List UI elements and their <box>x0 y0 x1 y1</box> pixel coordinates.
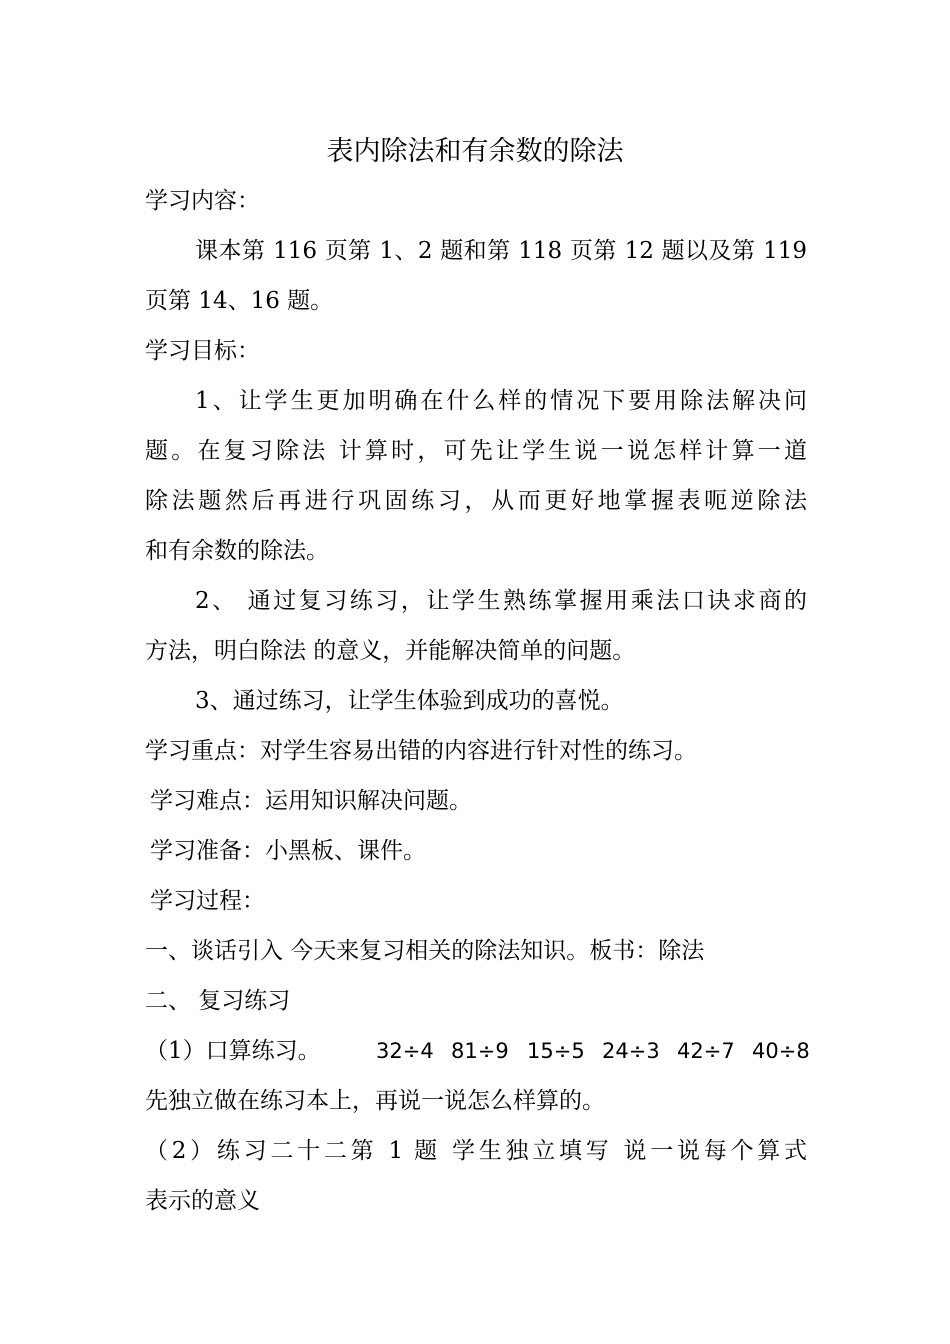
step-2-review: 二、 复习练习 <box>145 988 291 1014</box>
oral-item: 24÷3 <box>602 1039 660 1063</box>
goals-heading: 学习目标： <box>145 338 260 364</box>
exercise-2-line-1: （2）练习二十二第 1 题 学生独立填写 说一说每个算式 <box>145 1138 807 1164</box>
key-points: 学习重点：对学生容易出错的内容进行针对性的练习。 <box>145 738 697 764</box>
oral-item: 32÷4 <box>376 1039 434 1063</box>
preparation: 学习准备：小黑板、课件。 <box>150 838 426 864</box>
oral-item: 42÷7 <box>677 1039 735 1063</box>
content-line-1: 课本第 116 页第 1、2 题和第 118 页第 12 题以及第 119 <box>195 238 807 264</box>
goal-1-line-3: 除法题然后再进行巩固练习，从而更好地掌握表呃逆除法 <box>145 488 807 514</box>
content-line-2: 页第 14、16 题。 <box>145 288 334 314</box>
oral-item: 15÷5 <box>527 1039 585 1063</box>
difficulty: 学习难点：运用知识解决问题。 <box>150 788 472 814</box>
oral-practice-row <box>145 1034 810 1068</box>
goal-2-line-2: 方法，明白除法 的意义，并能解决简单的问题。 <box>145 638 636 664</box>
goal-1-line-1: 1、让学生更加明确在什么样的情况下要用除法解决问 <box>195 388 807 414</box>
step-1-intro: 一、谈话引入 今天来复习相关的除法知识。板书：除法 <box>145 938 705 964</box>
oral-item: 40÷8 <box>752 1039 810 1063</box>
exercise-2-line-2: 表示的意义 <box>145 1188 260 1214</box>
goal-2-line-1: 2、 通过复习练习，让学生熟练掌握用乘法口诀求商的 <box>195 588 807 614</box>
oral-practice-label: （1）口算练习。 <box>145 1038 321 1064</box>
oral-item: 81÷9 <box>451 1039 509 1063</box>
process-heading: 学习过程： <box>150 888 265 914</box>
content-heading: 学习内容： <box>145 188 260 214</box>
goal-1-line-2: 题。在复习除法 计算时，可先让学生说一说怎样计算一道 <box>145 438 807 464</box>
document-title: 表内除法和有余数的除法 <box>326 136 624 167</box>
oral-instruction: 先独立做在练习本上，再说一说怎么样算的。 <box>145 1088 605 1114</box>
goal-1-line-4: 和有余数的除法。 <box>145 538 329 564</box>
goal-3: 3、通过练习，让学生体验到成功的喜悦。 <box>195 688 624 714</box>
